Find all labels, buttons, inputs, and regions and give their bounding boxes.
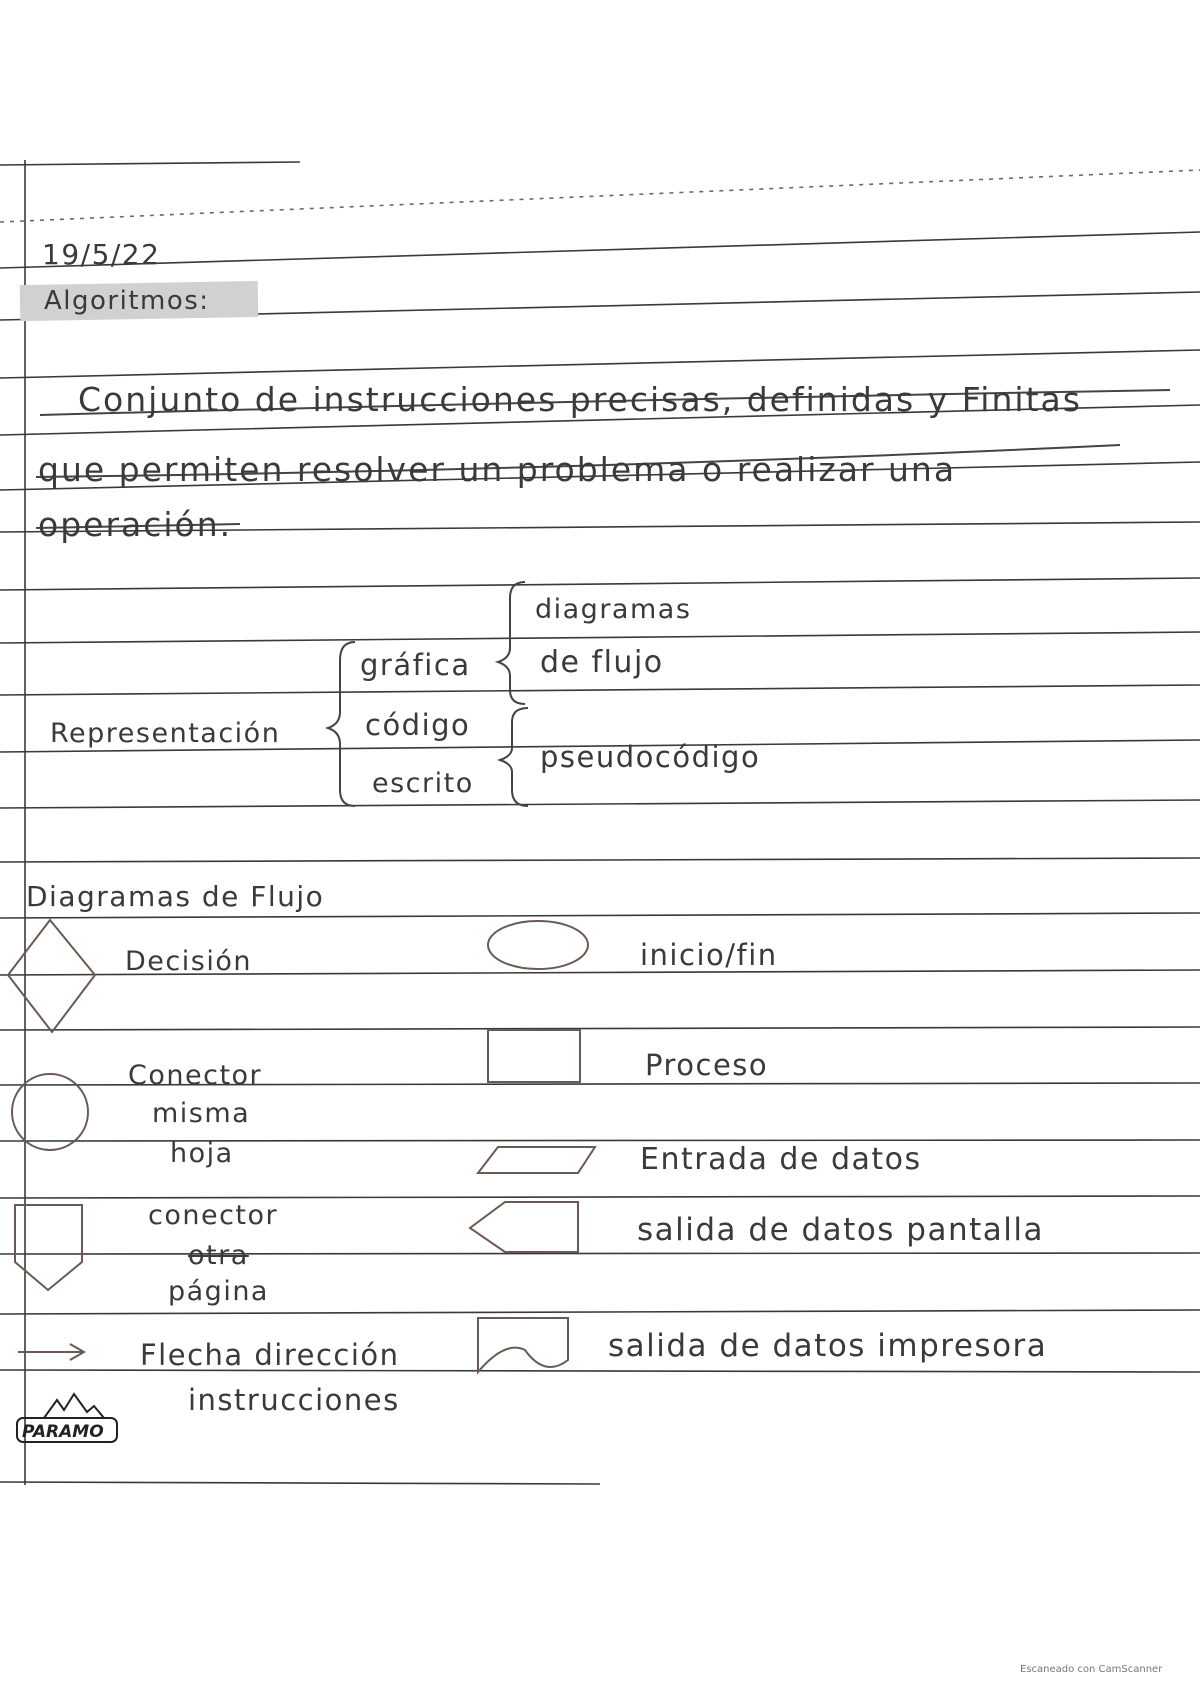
label-conector-misma-3: hoja	[170, 1138, 234, 1169]
codigo-result: pseudocódigo	[540, 740, 761, 774]
page-title: Algoritmos:	[44, 286, 210, 316]
flowchart-title: Diagramas de Flujo	[26, 880, 325, 913]
scanner-watermark: Escaneado con CamScanner	[1020, 1664, 1163, 1675]
label-conector-otra-2: otra	[188, 1240, 249, 1271]
brand-name: PARAMO	[22, 1422, 104, 1442]
label-proceso: Proceso	[645, 1048, 769, 1082]
parallelogram-icon	[478, 1147, 595, 1173]
date: 19/5/22	[42, 238, 161, 271]
label-decision: Decisión	[125, 946, 252, 977]
label-flecha-1: Flecha dirección	[140, 1338, 400, 1372]
paramo-logo	[12, 1380, 127, 1450]
label-conector-otra-1: conector	[148, 1200, 279, 1231]
definition-line-2: que permiten resolver un problema o realizar una	[38, 450, 957, 489]
definition-line-1: Conjunto de instrucciones precisas, definidas y Finitas	[78, 380, 1082, 419]
pentagon-icon	[15, 1205, 82, 1290]
grafica-result-line-2: de flujo	[540, 645, 664, 680]
mountain-icon	[44, 1394, 104, 1418]
label-entrada: Entrada de datos	[640, 1142, 922, 1177]
label-inicio-fin: inicio/fin	[640, 938, 778, 972]
label-conector-misma-2: misma	[152, 1098, 251, 1129]
diamond-icon	[8, 920, 95, 1032]
grafica-result-line-1: diagramas	[535, 594, 692, 625]
rectangle-icon	[488, 1030, 580, 1082]
representation-type-codigo: código	[365, 708, 471, 742]
definition-line-3: operación.	[38, 505, 233, 544]
arrow-icon	[18, 1344, 84, 1360]
label-conector-otra-3: página	[168, 1276, 269, 1307]
label-conector-misma-1: Conector	[128, 1060, 263, 1091]
document-icon	[478, 1318, 568, 1372]
display-icon	[470, 1202, 578, 1252]
representation-type-grafica: gráfica	[360, 648, 471, 682]
label-salida-impresora: salida de datos impresora	[608, 1328, 1048, 1364]
label-flecha-2: instrucciones	[188, 1383, 400, 1417]
label-salida-pantalla: salida de datos pantalla	[637, 1212, 1045, 1248]
circle-icon	[12, 1074, 88, 1150]
oval-icon	[488, 921, 588, 969]
representation-label: Representación	[50, 718, 281, 749]
representation-type-escrito: escrito	[372, 768, 474, 799]
